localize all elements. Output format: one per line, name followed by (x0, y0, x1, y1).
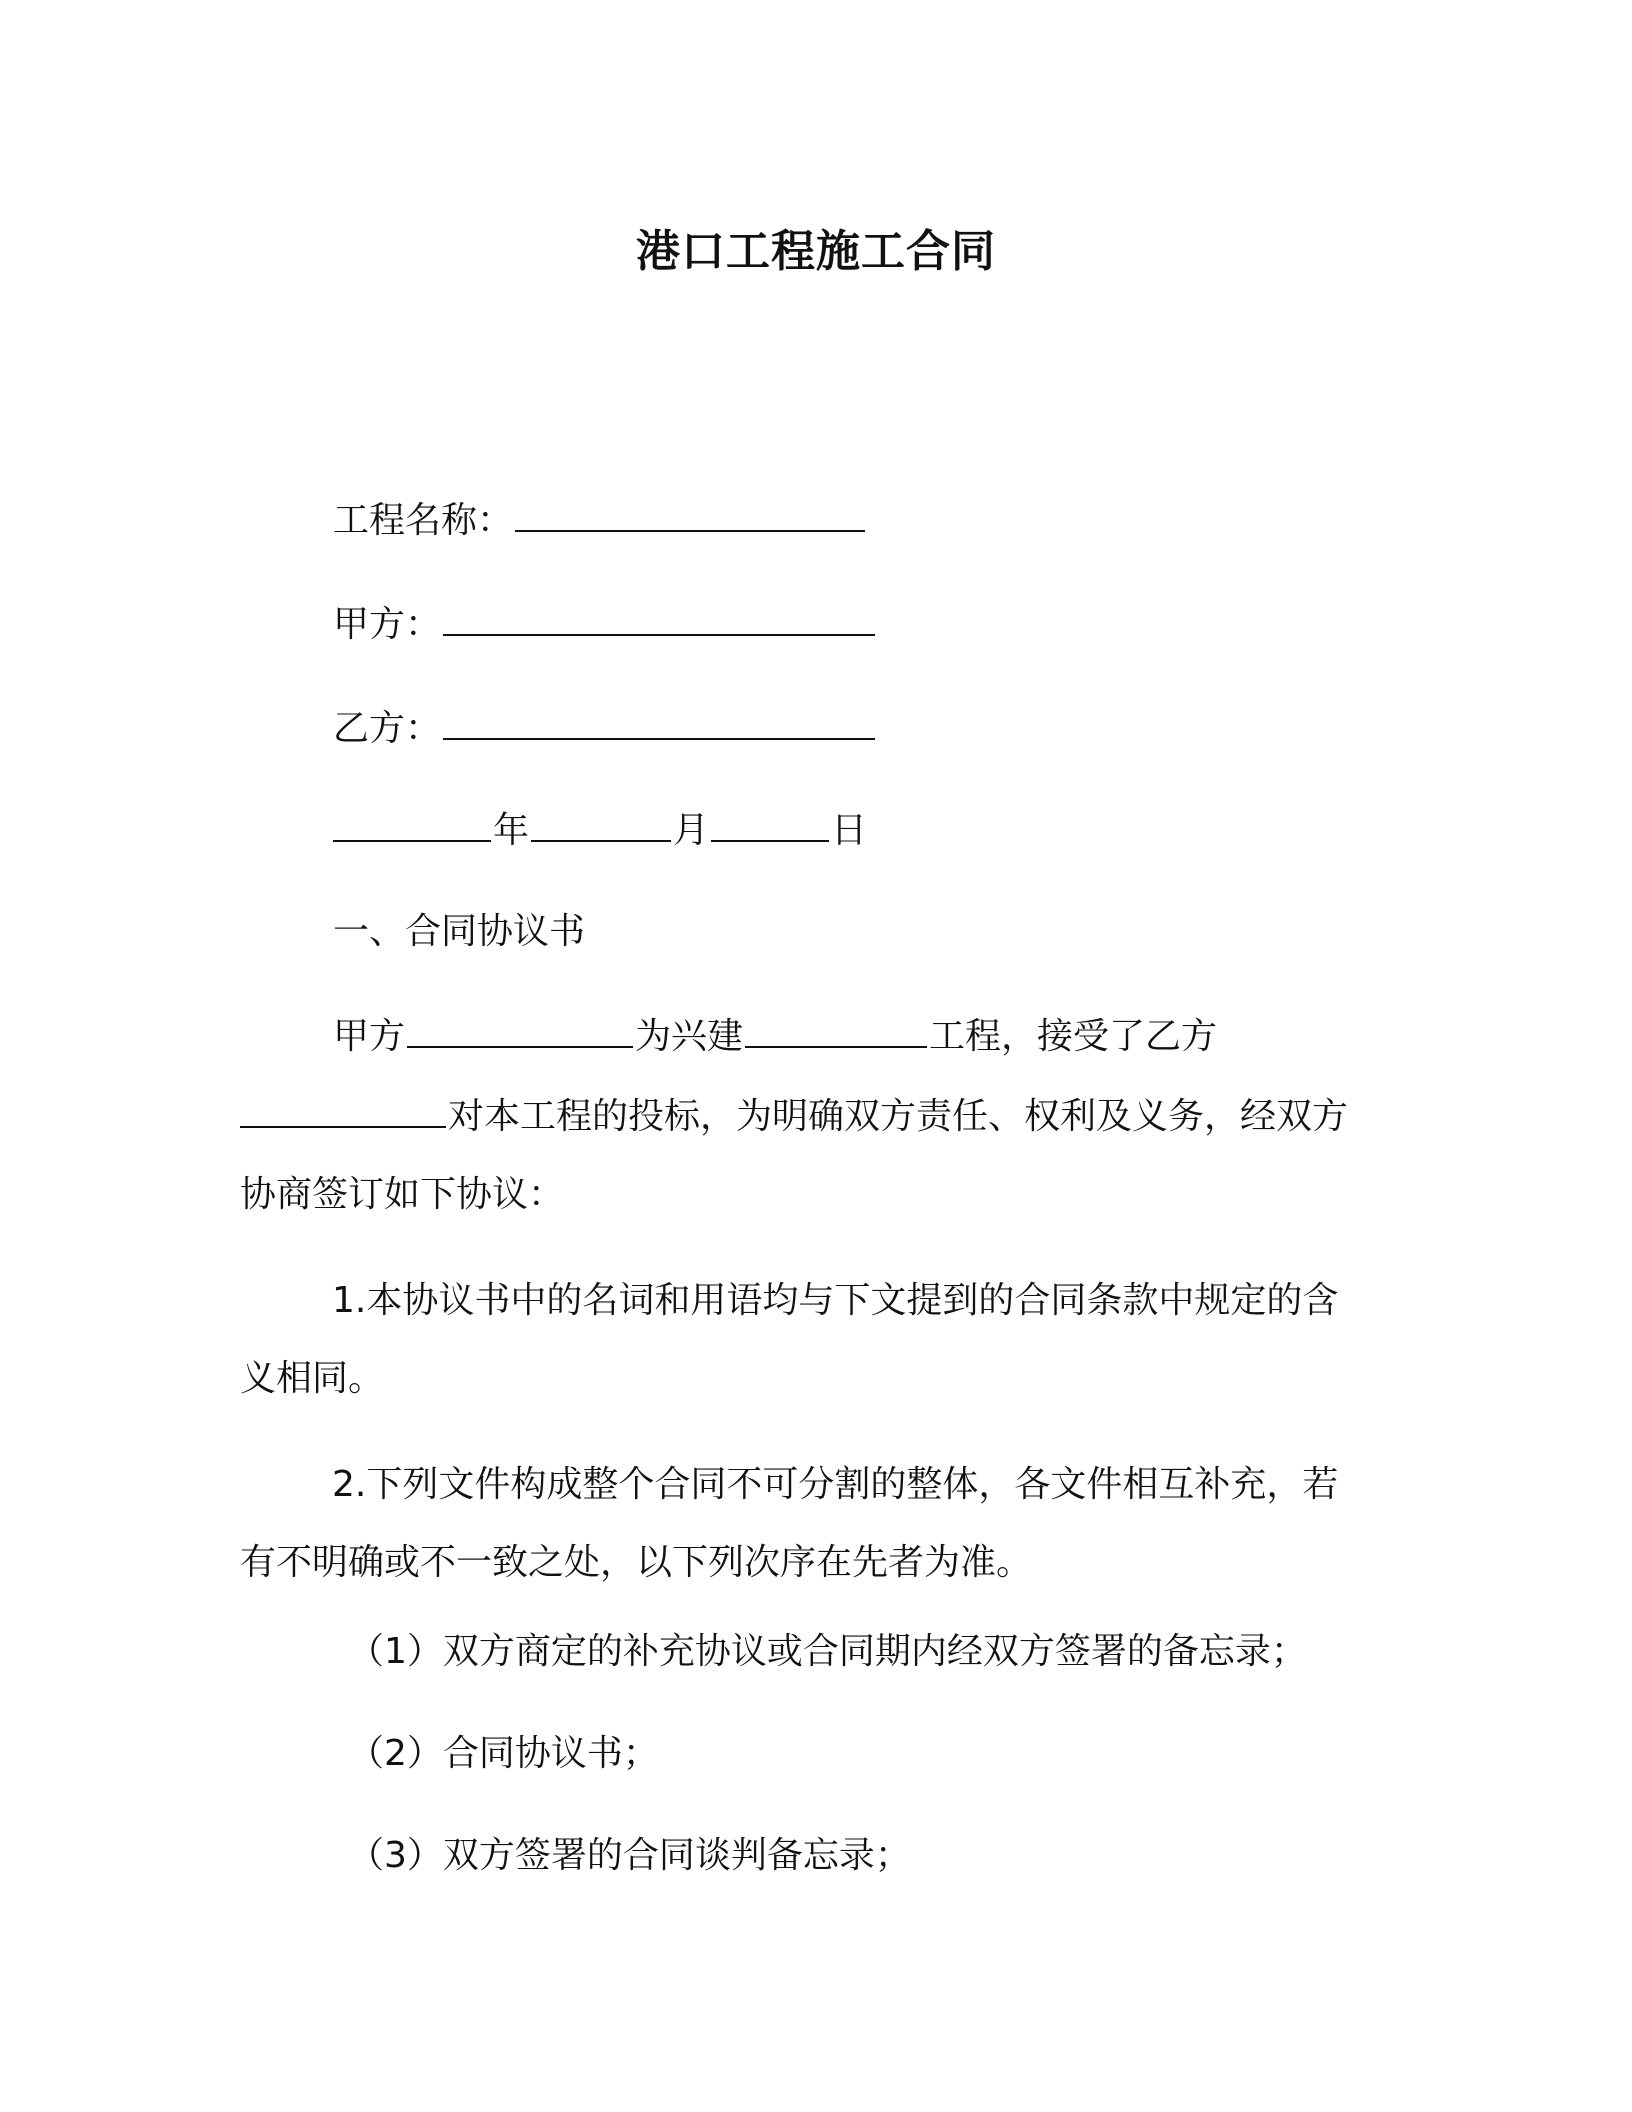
day-blank (711, 806, 829, 842)
day-label: 日 (831, 810, 868, 851)
intro-text-accept: 工程，接受了乙方 (929, 1016, 1218, 1057)
date-row (333, 806, 867, 855)
project-name-blank (515, 496, 865, 532)
intro-project-blank (745, 1012, 927, 1048)
month-blank (531, 806, 671, 842)
clause-2: 2.下列文件构成整个合同不可分割的整体，各文件相互补充，若有不明确或不一致之处，以下列次序在先者为准。 (240, 1464, 1339, 1583)
intro-line-1 (333, 1012, 1217, 1061)
section-heading: 一、合同协议书 (333, 911, 586, 952)
party-a-row (333, 600, 877, 649)
year-label: 年 (493, 810, 530, 851)
list-item-3: （3）双方签署的合同谈判备忘录； (348, 1835, 911, 1876)
party-b-label: 乙方： (333, 708, 442, 749)
intro-party-a-blank (407, 1012, 633, 1048)
party-a-blank (443, 600, 875, 636)
month-label: 月 (673, 810, 710, 851)
party-b-row (333, 704, 877, 753)
intro-text-build: 为兴建 (635, 1016, 744, 1057)
project-name-label: 工程名称： (333, 500, 514, 541)
project-name-row (333, 496, 867, 545)
intro-continuation (240, 1078, 1372, 1234)
year-blank (333, 806, 491, 842)
list-item-2: （2）合同协议书； (348, 1733, 659, 1774)
clause-1: 1.本协议书中的名词和用语均与下文提到的合同条款中规定的含义相同。 (240, 1280, 1339, 1399)
party-b-blank (443, 704, 875, 740)
intro-party-b-blank (240, 1092, 446, 1128)
party-a-label: 甲方： (333, 604, 442, 645)
intro-text-party-a: 甲方 (333, 1016, 406, 1057)
document-title: 港口工程施工合同 (636, 226, 996, 277)
intro-text-bid: 对本工程的投标，为明确双方责任、权利及义务，经双方协商签订如下协议： (240, 1096, 1349, 1215)
list-item-1: （1）双方商定的补充协议或合同期内经双方签署的备忘录； (348, 1631, 1307, 1672)
